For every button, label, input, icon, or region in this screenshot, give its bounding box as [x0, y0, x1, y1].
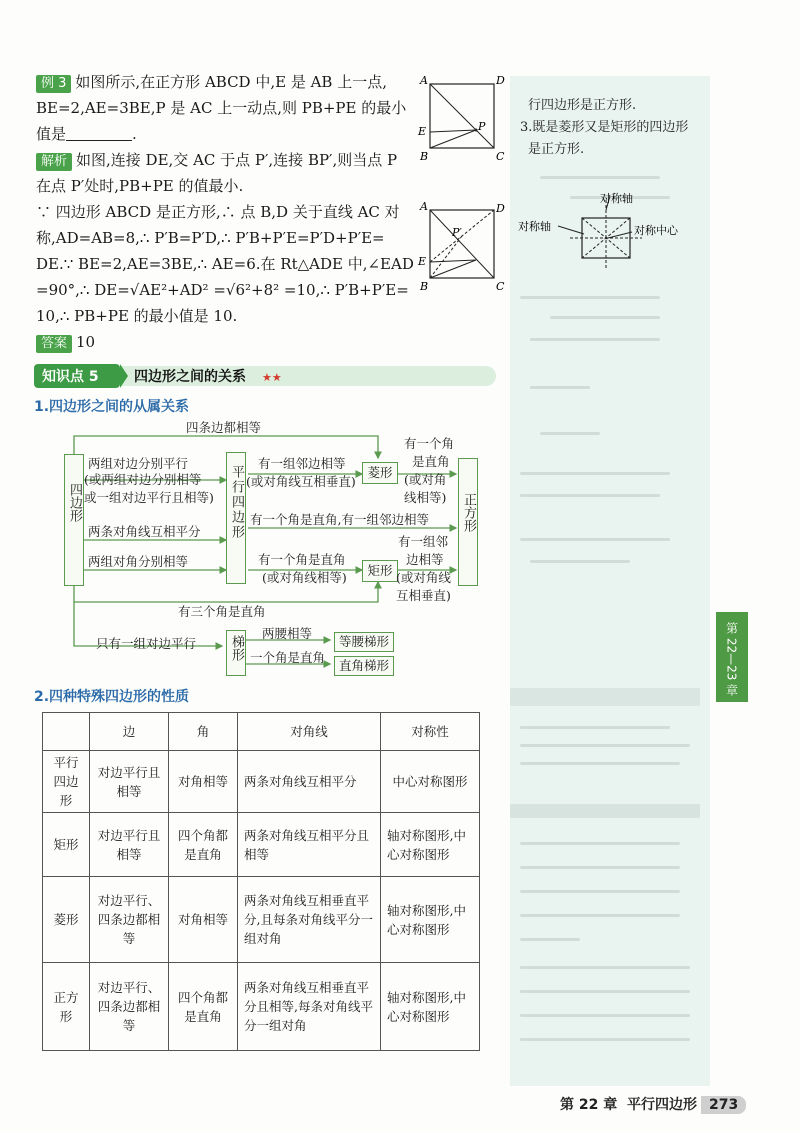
analysis-tag: 解析: [36, 153, 72, 171]
analysis-line: ∵ 四边形 ABCD 是正方形,∴ 点 B,D 关于直线 AC 对: [36, 203, 400, 221]
section-title: 四边形之间的关系: [134, 369, 246, 385]
chapter-side-tab: 第 22—23 章: [716, 612, 748, 702]
trapezoid-box: 梯形: [226, 630, 246, 676]
square-figure-2: [416, 200, 506, 292]
diagram-label: 四条边都相等: [186, 420, 262, 435]
page-footer: [560, 1094, 746, 1114]
analysis-line: =90°,∴ DE=√AE²+AD² =√6²+8² =10,∴ P′B+P′E=: [36, 281, 409, 299]
symmetry-figure: [514, 186, 704, 276]
square-figure-1: [416, 72, 506, 164]
subsection-title: 1.四边形之间的从属关系: [34, 399, 190, 415]
note-line: 是正方形.: [528, 142, 585, 157]
analysis-line: 称,AD=AB=8,∴ P′B=P′D,∴ P′B+P′E=P′D+P′E=: [36, 229, 385, 247]
note-line: 行四边形是正方形.: [528, 98, 637, 113]
answer-tag: 答案: [36, 335, 72, 353]
table-row: 正方形 对边平行、四条边都相等 四个角都是直角 两条对角线互相垂直平分且相等,每条对角线平分一组对角 轴对称图形,中心对称图形: [43, 963, 480, 1051]
svg-text:C: C: [496, 280, 505, 292]
example-tag: 例 3: [36, 75, 71, 93]
difficulty-stars: ★★: [262, 371, 282, 384]
analysis-line: 10,∴ PB+PE 的最小值是 10.: [36, 307, 238, 325]
table-row: 平行四边形 对边平行且相等 对角相等 两条对角线互相平分 中心对称图形: [43, 751, 480, 813]
svg-text:A: A: [420, 200, 428, 213]
answer-line: 答案 10: [36, 332, 95, 353]
isosceles-trapezoid-box: 等腰梯形: [334, 632, 394, 652]
example-line: 值是 .: [36, 125, 137, 143]
rectangle-box: 矩形: [362, 560, 398, 582]
quadrilateral-box: 四边形: [64, 454, 84, 586]
section-tag: 知识点 5: [42, 369, 99, 385]
section-header: [34, 364, 496, 388]
note-line: 3.既是菱形又是矩形的四边形: [520, 120, 689, 135]
analysis-line: 在点 P′处时,PB+PE 的值最小.: [36, 177, 244, 195]
table-row: 矩形 对边平行且相等 四个角都是直角 两条对角线互相平分且相等 轴对称图形,中心对称图形: [43, 813, 480, 877]
axis-label: 对称轴: [518, 220, 551, 233]
analysis-line: 解析 如图,连接 DE,交 AC 于点 P′,连接 BP′,则当点 P: [36, 150, 397, 171]
svg-text:P: P: [478, 120, 486, 133]
right-trapezoid-box: 直角梯形: [334, 656, 394, 676]
square-box: 正方形: [458, 458, 478, 586]
example-line: BE=2,AE=3BE,P 是 AC 上一动点,则 PB+PE 的最小: [36, 99, 407, 117]
footer-chapter: 第 22 章: [560, 1097, 618, 1113]
answer-blank: [66, 126, 132, 141]
svg-text:P′: P′: [452, 226, 462, 239]
subsection-title: 2.四种特殊四边形的性质: [34, 689, 190, 705]
axis-label: 对称轴: [600, 192, 633, 205]
svg-text:E: E: [418, 125, 427, 138]
analysis-line: DE.∵ BE=2,AE=3BE,∴ AE=6.在 Rt△ADE 中,∠EAD: [36, 255, 414, 273]
parallelogram-box: 平行四边形: [226, 452, 246, 584]
properties-table: 边 角 对角线 对称性 平行四边形 对边平行且相等 对角相等 两条对角线互相平分 中心对称图形 矩形 对边平行且相等 四个角都是直角 两条对角线互相平分且相等 轴对称图形,中心对称图形 菱形 对边平行、四条边都相等 对角相等 两条对角线互相垂直平分,且每条对角线平分一组对角 轴对称图形,中心对称图形 正方形 对边平行、四条边都相等 四个角都是直角 两条对角线互相垂直平分且相等,每条对角线平分一组对角 轴对称图形,中心对称图形: [42, 712, 480, 1051]
svg-text:D: D: [496, 74, 505, 87]
svg-text:E: E: [418, 255, 427, 268]
svg-text:D: D: [496, 202, 505, 215]
svg-text:B: B: [420, 150, 429, 163]
rhombus-box: 菱形: [362, 462, 398, 484]
svg-text:A: A: [420, 74, 428, 87]
example-line: 例 3 如图所示,在正方形 ABCD 中,E 是 AB 上一点,: [36, 72, 387, 93]
footer-title: 平行四边形: [626, 1097, 697, 1113]
center-label: 对称中心: [634, 224, 678, 237]
table-row: 菱形 对边平行、四条边都相等 对角相等 两条对角线互相垂直平分,且每条对角线平分一组对角 轴对称图形,中心对称图形: [43, 877, 480, 963]
page-number: 273: [701, 1096, 746, 1114]
svg-text:B: B: [420, 280, 429, 292]
svg-text:C: C: [496, 150, 505, 163]
